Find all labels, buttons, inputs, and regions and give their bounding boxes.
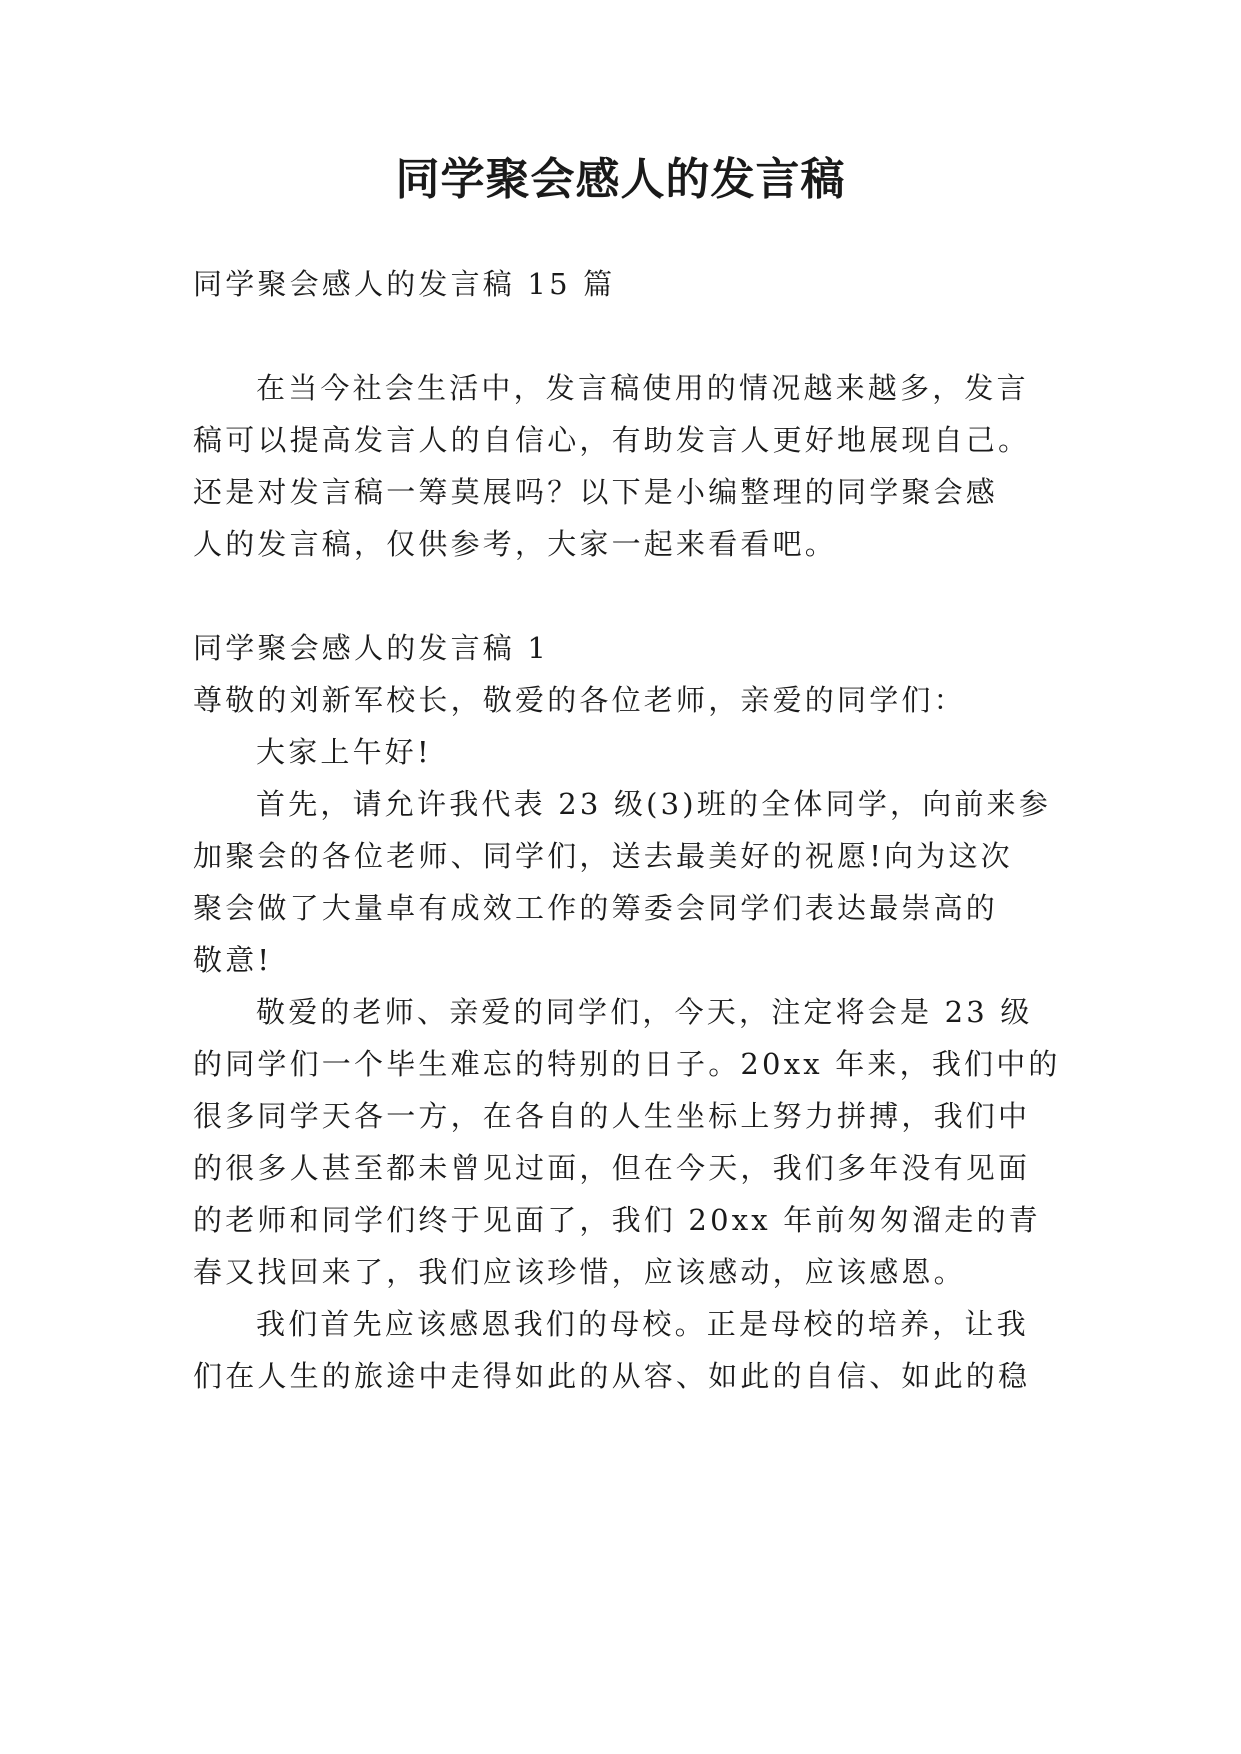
paragraph-line: 的老师和同学们终于见面了，我们 20xx 年前匆匆溜走的青 (193, 1203, 1041, 1237)
paragraph-line: 的同学们一个毕生难忘的特别的日子。20xx 年来，我们中的 (193, 1047, 1061, 1081)
paragraph-line: 们在人生的旅途中走得如此的从容、如此的自信、如此的稳 (193, 1359, 1031, 1393)
intro-line: 还是对发言稿一筹莫展吗？以下是小编整理的同学聚会感 (193, 475, 999, 509)
section-heading: 同学聚会感人的发言稿 1 (193, 631, 550, 665)
paragraph-line: 春又找回来了，我们应该珍惜，应该感动，应该感恩。 (193, 1255, 966, 1289)
intro-line: 在当今社会生活中，发言稿使用的情况越来越多，发言 (256, 371, 1029, 405)
document-title: 同学聚会感人的发言稿 (395, 154, 846, 205)
intro-line: 稿可以提高发言人的自信心，有助发言人更好地展现自己。 (193, 423, 1031, 457)
paragraph-line: 的很多人甚至都未曾见过面，但在今天，我们多年没有见面 (193, 1151, 1031, 1185)
paragraph-line: 加聚会的各位老师、同学们，送去最美好的祝愿!向为这次 (193, 839, 1013, 873)
paragraph-line: 首先，请允许我代表 23 级(3)班的全体同学，向前来参 (256, 787, 1052, 821)
paragraph-line: 敬意! (193, 943, 273, 977)
paragraph-line: 聚会做了大量卓有成效工作的筹委会同学们表达最崇高的 (193, 891, 999, 925)
paragraph-line: 敬爱的老师、亲爱的同学们，今天，注定将会是 23 级 (256, 995, 1033, 1029)
greeting: 大家上午好! (256, 735, 432, 769)
salutation: 尊敬的刘新军校长，敬爱的各位老师，亲爱的同学们： (193, 683, 966, 717)
paragraph-line: 很多同学天各一方，在各自的人生坐标上努力拼搏，我们中 (193, 1099, 1031, 1133)
paragraph-line: 我们首先应该感恩我们的母校。正是母校的培养，让我 (256, 1307, 1029, 1341)
document-subtitle: 同学聚会感人的发言稿 15 篇 (193, 267, 616, 301)
intro-line: 人的发言稿，仅供参考，大家一起来看看吧。 (193, 527, 838, 561)
